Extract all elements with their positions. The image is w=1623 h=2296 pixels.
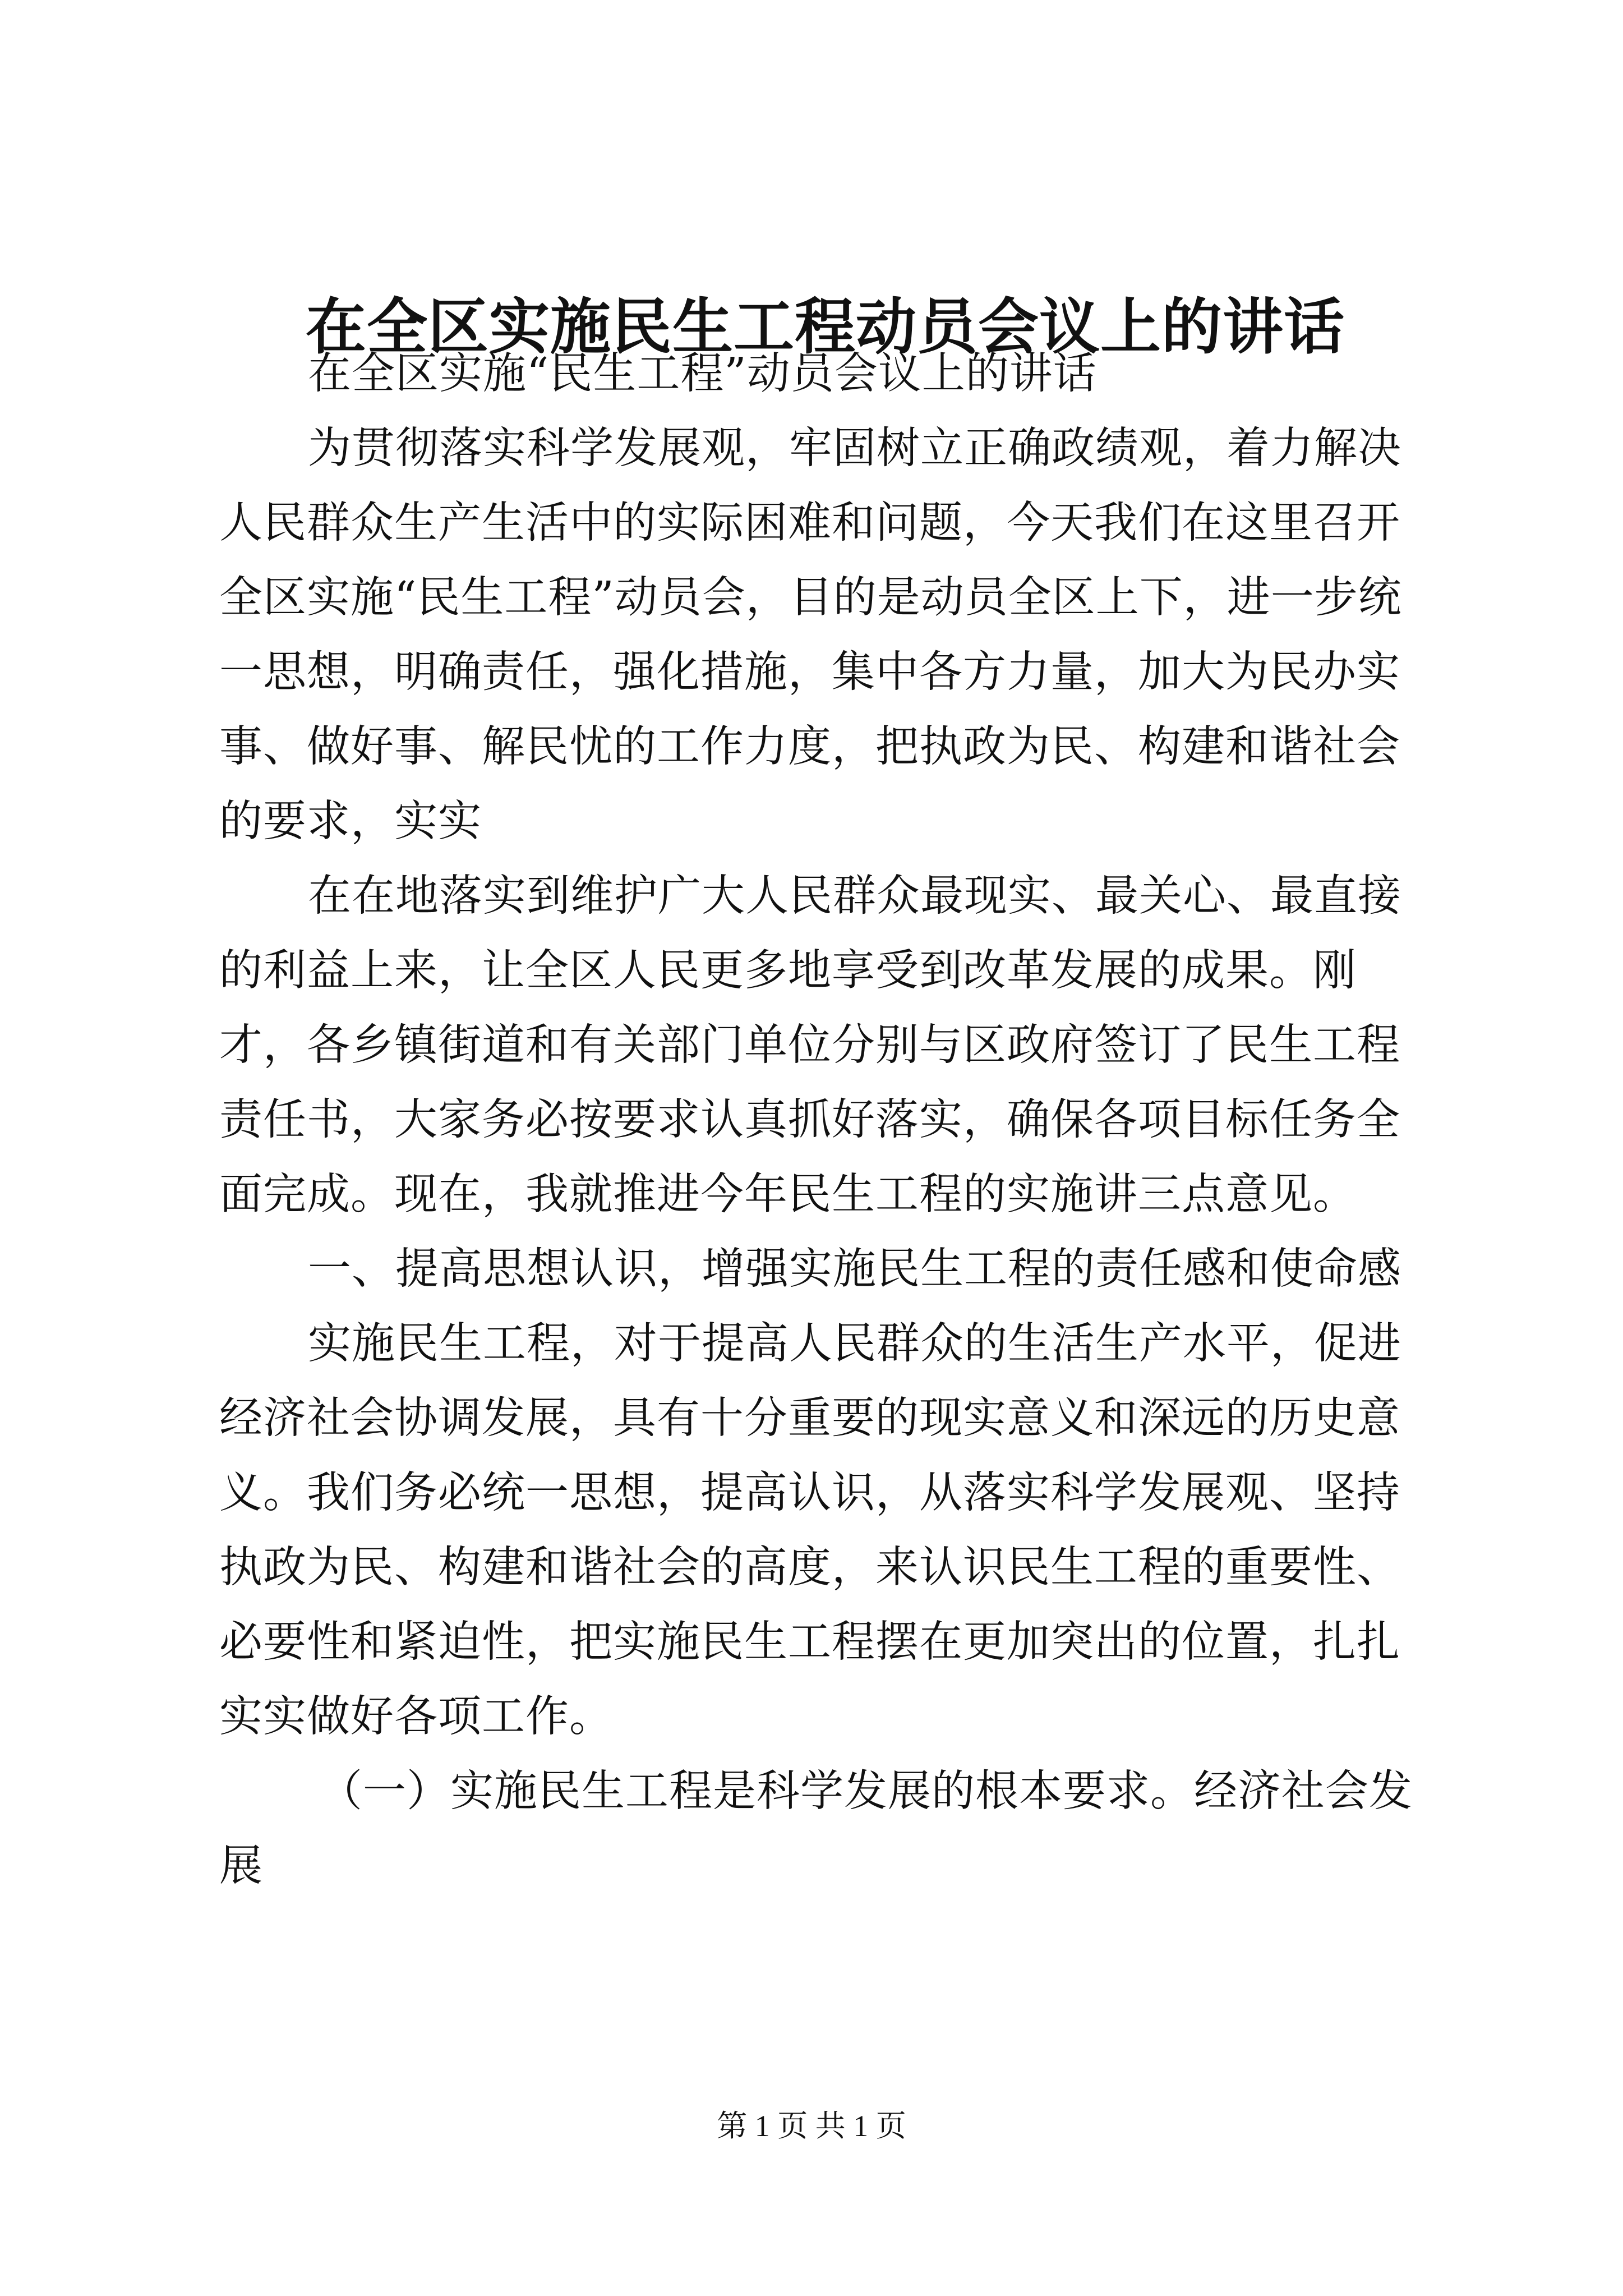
document-subtitle: 在全区实施“民生工程”动员会议上的讲话 [308,349,1097,399]
section-heading: 一、提高思想认识，增强实施民生工程的责任感和使命感 [308,1244,1401,1294]
paragraph: 在在地落实到维护广大人民群众最现实、最关心、最直接的利益上来，让全区人民更多地享受到改革发展的成果。刚才，各乡镇街道和有关部门单位分别与区政府签订了民生工程责任书，大家务必按要求认真抓好落实，确保各项目标任务全面完成。现在，我就推进今年民生工程的实施讲三点意见。 [219,871,1401,1220]
document-title: 在全区实施民生工程动员会议上的讲话 [306,292,1345,362]
document-body [219,337,1414,1903]
paragraph: 实施民生工程，对于提高人民群众的生活生产水平，促进经济社会协调发展，具有十分重要的现实意义和深远的历史意义。我们务必统一思想，提高认识，从落实科学发展观、坚持执政为民、构建和谐社会的高度，来认识民生工程的重要性、必要性和紧迫性，把实施民生工程摆在更加突出的位置，扎扎实实做好各项工作。 [219,1319,1401,1742]
paragraph: 为贯彻落实科学发展观，牢固树立正确政绩观，着力解决人民群众生产生活中的实际困难和问题，今天我们在这里召开全区实施“民生工程”动员会，目的是动员全区上下，进一步统一思想，明确责任，强化措施，集中各方力量，加大为民办实事、做好事、解民忧的工作力度，把执政为民、构建和谐社会的要求，实实 [219,424,1402,846]
page-footer: 第 1 页 共 1 页 [717,2109,906,2143]
paragraph: （一）实施民生工程是科学发展的根本要求。经济社会发展 [219,1766,1413,1891]
